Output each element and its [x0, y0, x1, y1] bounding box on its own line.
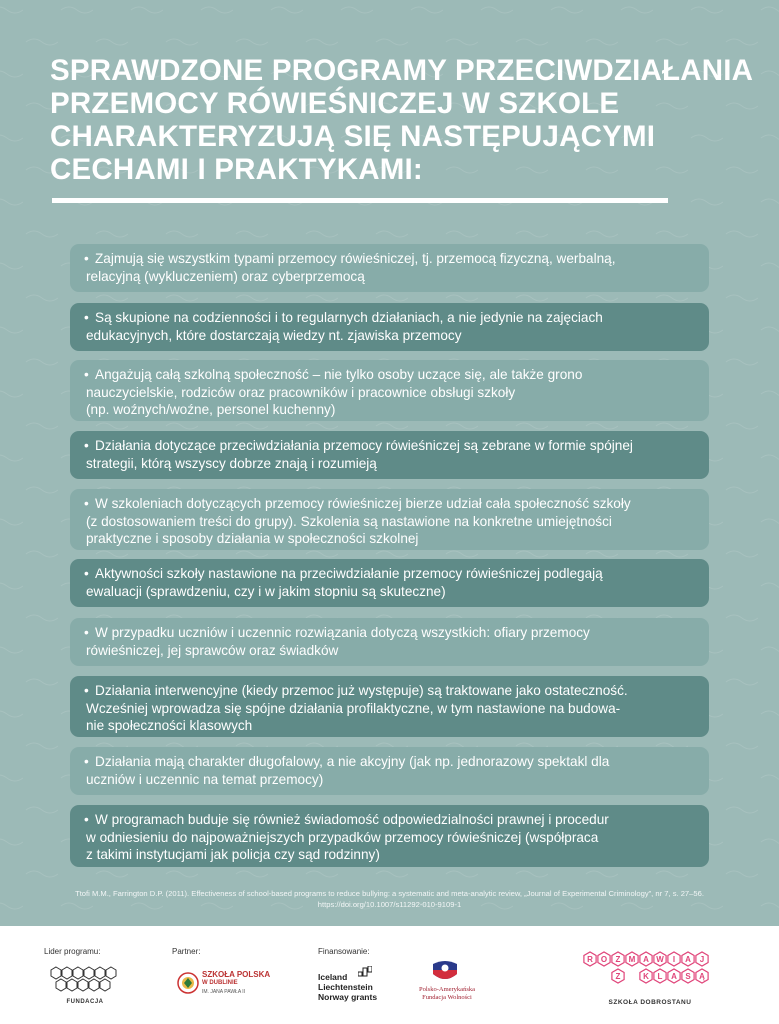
item-text: praktyczne i sposoby działania w społeczności szkolnej — [86, 531, 419, 546]
item-text: • Działania dotyczące przeciwdziałania przemocy rówieśniczej są zebrane w formie spójnej — [86, 437, 695, 455]
list-item — [70, 618, 709, 666]
item-text: • Angażują całą szkolną społeczność – nie tylko osoby uczące się, ale także grono — [86, 366, 695, 384]
item-text: strategii, którą wszyscy dobrze znają i rozumieją — [86, 455, 377, 471]
grants-line: Norway grants — [318, 992, 378, 1002]
pafw-line: Polsko-Amerykańska — [419, 986, 475, 993]
eea-grants-logo[interactable] — [318, 966, 398, 1006]
logo-letter: K — [643, 972, 649, 981]
item-text: • W programach buduje się również świadomość odpowiedzialności prawnej i procedur — [86, 811, 695, 829]
citation-doi-link[interactable]: https://doi.org/10.1007/s11292-010-9109-1 — [317, 900, 462, 909]
item-text: • Działania interwencyjne (kiedy przemoc już występuje) są traktowane jako ostateczność. — [86, 682, 695, 700]
item-text: • W szkoleniach dotyczących przemocy rówieśniczej bierze udział cała społeczność szkoły — [86, 495, 695, 513]
partner-logo-line: SZKOŁA POLSKA — [202, 970, 271, 979]
rozmawiaj-z-klasa-logo[interactable] — [580, 948, 720, 1008]
item-text: (np. woźnych/woźne, personel kuchenny) — [86, 402, 336, 417]
list-item — [70, 747, 709, 795]
logo-letter: Z — [615, 955, 621, 964]
logo-letter: O — [600, 955, 608, 964]
item-text: rówieśniczej, jej sprawców oraz świadków — [86, 642, 339, 658]
logo-letter: I — [672, 955, 676, 964]
item-text: • Zajmują się wszystkim typami przemocy rówieśniczej, tj. przemocą fizyczną, werbalną, — [86, 250, 695, 268]
logo-letter: A — [671, 972, 677, 981]
hexagon-grid-icon — [50, 966, 120, 992]
emblem-icon — [177, 972, 199, 994]
logo-letter: L — [657, 972, 663, 981]
item-text: • Aktywności szkoły nastawione na przeciwdziałanie przemocy rówieśniczej podlegają — [86, 565, 695, 583]
list-item — [70, 805, 709, 867]
item-text: relacyjną (wykluczeniem) oraz cyberprzemocą — [86, 268, 365, 284]
item-text: edukacyjnych, które dostarczają wiedzy nt. zjawiska przemocy — [86, 327, 462, 343]
logo-letter: A — [685, 955, 691, 964]
item-text: uczniów i uczennic na temat przemocy) — [86, 771, 324, 787]
partner-label: Partner: — [172, 947, 201, 956]
logo-letter: S — [685, 972, 691, 981]
citation — [30, 888, 749, 910]
logo-letter: Z — [615, 972, 621, 981]
list-item — [70, 489, 709, 550]
citation-reference: Ttofi M.M., Farrington D.P. (2011). Effectiveness of school-based programs to reduce bullying: a systematic and meta-analytic review, „Journal of Experimental Criminology”, nr 7, s. 27–56. — [75, 889, 704, 898]
title-line: PRZEMOCY RÓWIEŚNICZEJ W SZKOLE — [50, 87, 620, 120]
logo-letter: M — [628, 955, 636, 964]
logo-letter: J — [699, 955, 705, 964]
item-text: nie społeczności klasowych — [86, 718, 253, 733]
partner-logo-line: IM. JANA PAWŁA II — [202, 989, 246, 995]
item-text: ewaluacji (sprawdzeniu, czy i w jakim stopniu są skuteczne) — [86, 583, 446, 599]
item-text: nauczycielskie, rodziców oraz pracowników i pracownice obsługi szkoły — [86, 384, 516, 400]
title-line: SPRAWDZONE PROGRAMY PRZECIWDZIAŁANIA — [50, 54, 754, 87]
page-title — [50, 54, 754, 186]
grants-line: Iceland — [318, 972, 348, 982]
grants-line: Liechtenstein — [318, 982, 373, 992]
item-text: • Działania mają charakter długofalowy, a nie akcyjny (jak np. jednorazowy spektakl dla — [86, 753, 695, 771]
list-item — [70, 431, 709, 479]
footer — [0, 926, 779, 1024]
logo-letter: A — [643, 955, 649, 964]
item-text: Wcześniej wprowadza się spójne działania profilaktyczne, w tym nastawione na budowa- — [86, 700, 621, 716]
pafw-logo[interactable] — [412, 960, 502, 1004]
eagle-flag-icon — [430, 960, 460, 984]
title-line: CECHAMI I PRAKTYKAMI: — [50, 153, 423, 186]
lider-label: Lider programu: — [44, 947, 101, 956]
logo-letter: W — [656, 955, 664, 964]
title-line: CHARAKTERYZUJĄ SIĘ NASTĘPUJĄCYMI — [50, 120, 656, 153]
szkola-z-klasa-logo[interactable] — [50, 966, 120, 1006]
finansowanie-label: Finansowanie: — [318, 947, 370, 956]
rozmawiaj-hexagons-icon — [580, 948, 720, 992]
pafw-line: Fundacja Wolności — [422, 994, 472, 1001]
list-item — [70, 360, 709, 421]
item-text: (z dostosowaniem treści do grupy). Szkolenia są nastawione na konkretne umiejętności — [86, 513, 612, 529]
list-item — [70, 303, 709, 351]
list-item — [70, 559, 709, 607]
item-text: w odniesieniu do najpoważniejszych przypadków przemocy rówieśniczej (współpraca — [86, 829, 599, 845]
logo-letter: R — [587, 955, 593, 964]
item-text: • W przypadku uczniów i uczennic rozwiązania dotyczą wszystkich: ofiary przemocy — [86, 624, 695, 642]
szkola-polska-dublin-logo[interactable] — [177, 968, 277, 1000]
item-text: • Są skupione na codzienności i to regularnych działaniach, a nie jedynie na zajęciach — [86, 309, 695, 327]
lider-logo-sub: FUNDACJA — [66, 999, 104, 1005]
title-underline — [52, 198, 668, 203]
item-text: z takimi instytucjami jak policja czy sąd rodzinny) — [86, 847, 380, 862]
rozmawiaj-sub: SZKOŁA DOBROSTANU — [608, 999, 692, 1006]
list-item — [70, 676, 709, 737]
logo-letter: Ą — [699, 972, 705, 981]
list-item — [70, 244, 709, 292]
partner-logo-line: W DUBLINIE — [202, 980, 238, 986]
